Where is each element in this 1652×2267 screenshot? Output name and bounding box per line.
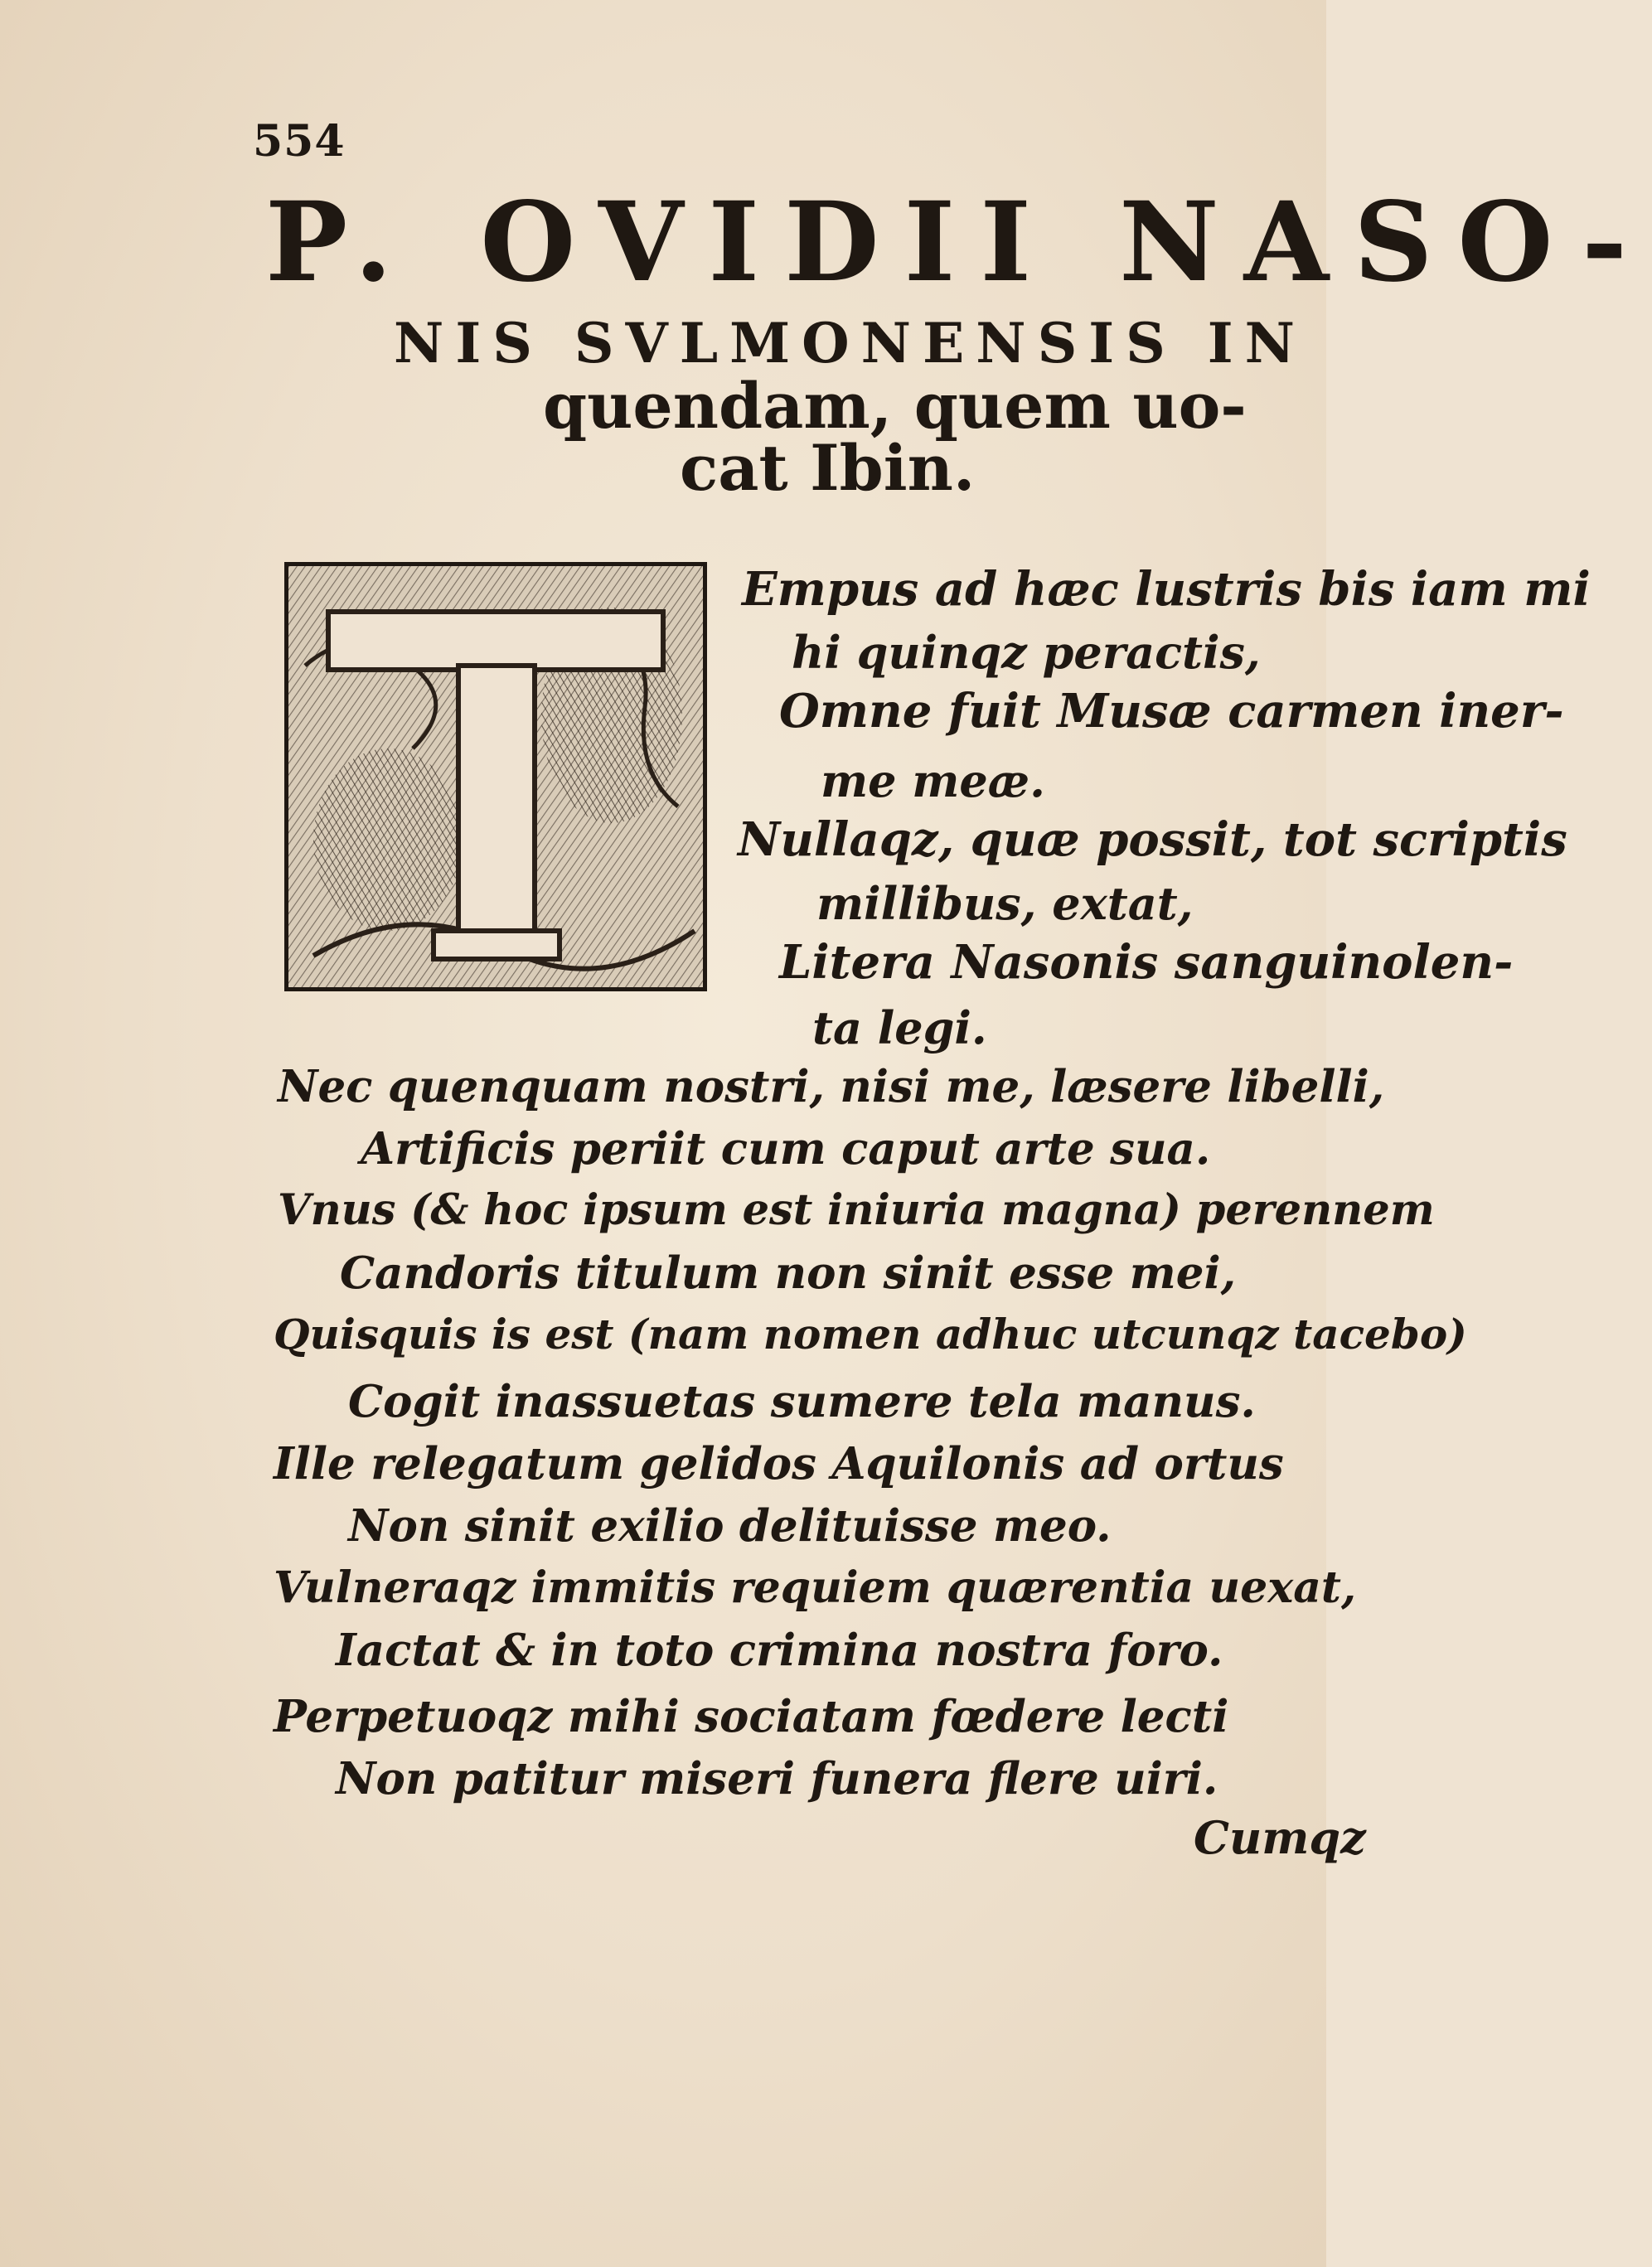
verse-line: Candoris titulum non sinit esse mei, <box>340 1247 1237 1299</box>
verse-line: Ille relegatum gelidos Aquilonis ad ortus <box>274 1438 1284 1490</box>
verse-line: Quisquis is est (nam nomen adhuc utcunqz tacebo) <box>274 1310 1467 1359</box>
verse-line: me meæ. <box>821 754 1045 807</box>
verse-line: Litera Nasonis sanguinolen- <box>779 935 1514 990</box>
page-number: 554 <box>253 116 346 167</box>
verse-line: Nullaqz, quæ possit, tot scriptis <box>738 812 1567 867</box>
verse-line: Iactat & in toto crimina nostra foro. <box>336 1625 1223 1676</box>
title-line-2: NIS SVLMONENSIS IN <box>394 311 1307 375</box>
verse-line: Nec quenquam nostri, nisi me, læsere libelli, <box>278 1061 1385 1112</box>
verse-line: Non patitur miseri funera flere uiri. <box>336 1753 1218 1804</box>
decorated-initial-t <box>284 562 707 991</box>
title-line-4: cat Ibin. <box>680 431 976 505</box>
title-line-3: quendam, quem uo- <box>543 369 1247 443</box>
catchword: Cumqz <box>1194 1811 1366 1864</box>
woodcut-illustration <box>288 566 703 987</box>
verse-line: Cogit inassuetas sumere tela manus. <box>348 1376 1256 1427</box>
verse-line: Omne fuit Musæ carmen iner- <box>779 684 1564 739</box>
verse-line: Perpetuoqz mihi sociatam fœdere lecti <box>274 1691 1229 1742</box>
verse-line: Non sinit exilio delituisse meo. <box>348 1500 1112 1552</box>
verse-line: hi quinqz peractis, <box>792 626 1261 679</box>
verse-line: millibus, extat, <box>816 877 1194 930</box>
title-line-1: P. OVIDII NASO- <box>265 178 1652 307</box>
verse-line: Empus ad hæc lustris bis iam mi <box>742 562 1591 617</box>
verse-line: ta legi. <box>812 1001 987 1054</box>
verse-line: Artificis periit cum caput arte sua. <box>361 1123 1211 1175</box>
verse-line: Vulneraqz immitis requiem quærentia uexat, <box>274 1562 1357 1613</box>
verse-line: Vnus (& hoc ipsum est iniuria magna) perennem <box>278 1185 1435 1235</box>
